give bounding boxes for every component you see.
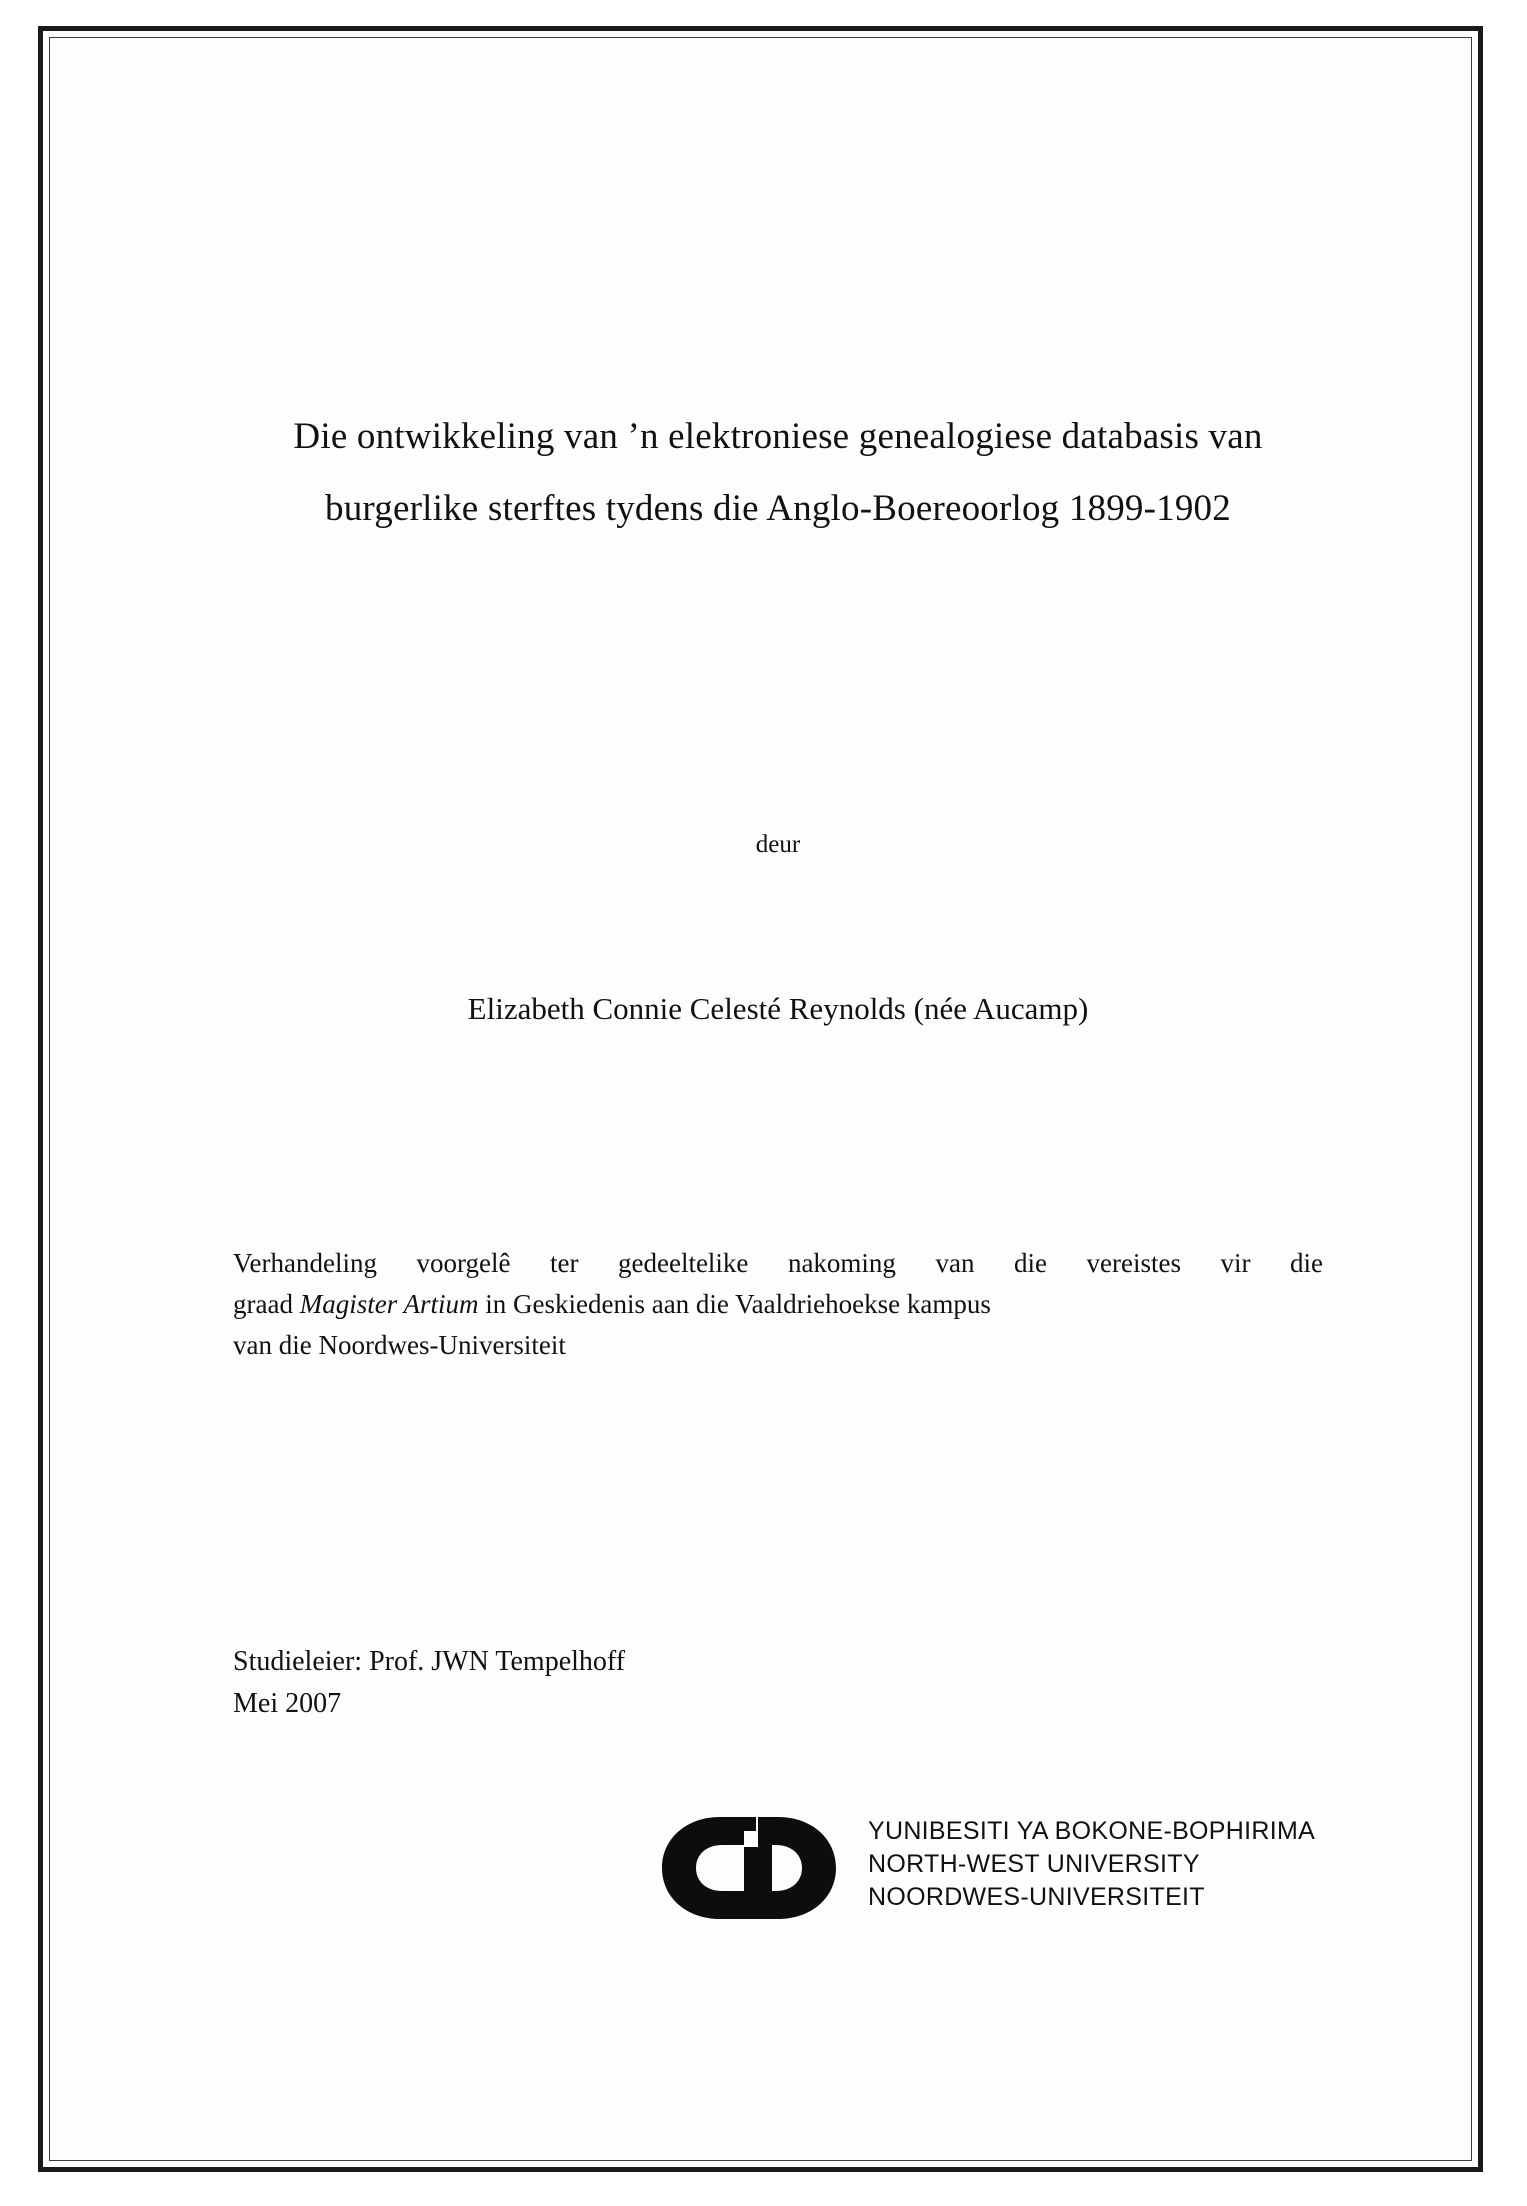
- title-line-1: Die ontwikkeling van ’n elektroniese genealogiese databasis van: [293, 416, 1263, 457]
- degree-statement-line-2-suffix: in Geskiedenis aan die Vaaldriehoekse kampus: [478, 1289, 991, 1319]
- supervisor-and-date: [233, 1641, 1233, 1725]
- page-border: [38, 26, 1483, 2172]
- logo-text-line-2: NORTH-WEST UNIVERSITY: [868, 1850, 1200, 1878]
- date-line: Mei 2007: [233, 1688, 342, 1719]
- university-logo-text: [868, 1815, 1315, 1914]
- degree-statement-line-1: Verhandeling voorgelê ter gedeeltelike nakoming van die vereistes vir die: [233, 1248, 1323, 1278]
- degree-statement-line-3: van die Noordwes-Universiteit: [233, 1330, 566, 1360]
- degree-statement: [233, 1243, 1323, 1366]
- byline-label: deur: [755, 831, 801, 858]
- page-title: [193, 401, 1363, 545]
- title-page-content: [193, 31, 1363, 2167]
- logo-text-line-1: YUNIBESITI YA BOKONE-BOPHIRIMA: [868, 1817, 1316, 1845]
- university-logo: [523, 1801, 1316, 1941]
- degree-statement-line-2: [233, 1284, 1323, 1325]
- degree-name: Magister Artium: [299, 1289, 479, 1319]
- nwu-logo-icon: [658, 1813, 853, 1923]
- degree-statement-line-2-prefix: graad: [233, 1289, 300, 1319]
- logo-text-line-3: NOORDWES-UNIVERSITEIT: [868, 1883, 1205, 1911]
- title-line-2: burgerlike sterftes tydens die Anglo-Boereoorlog 1899-1902: [325, 488, 1231, 529]
- author-name: Elizabeth Connie Celesté Reynolds (née Aucamp): [467, 991, 1089, 1026]
- supervisor-line: Studieleier: Prof. JWN Tempelhoff: [233, 1646, 626, 1677]
